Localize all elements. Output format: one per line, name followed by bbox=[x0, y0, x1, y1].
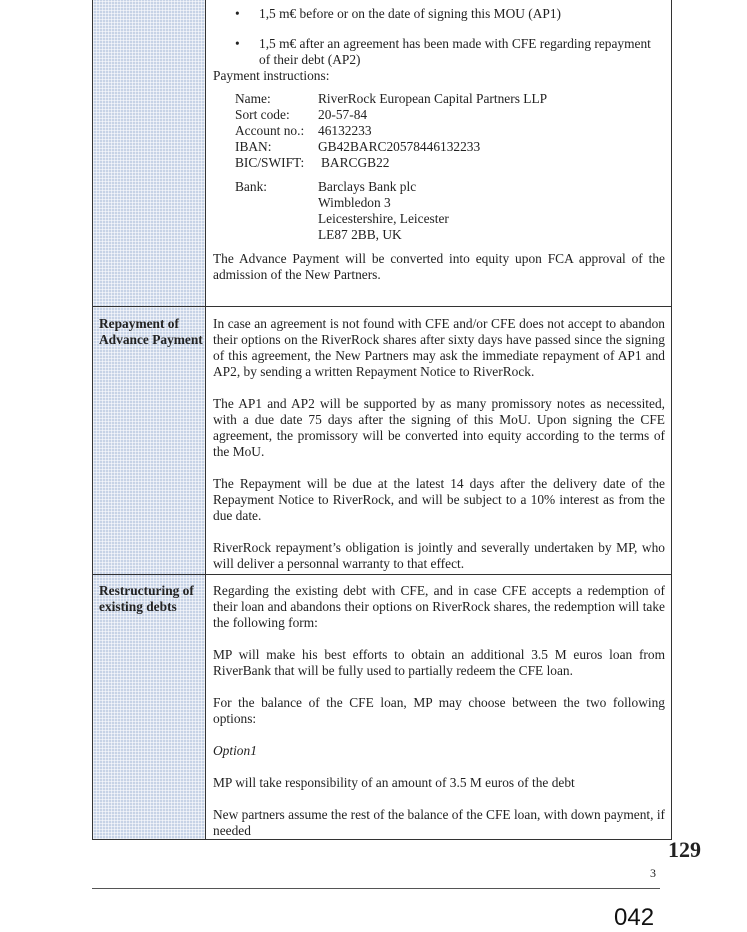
bank-line: Wimbledon 3 bbox=[318, 195, 391, 210]
restructuring-cell bbox=[213, 583, 665, 839]
payment-row: Sort code: 20-57-84 bbox=[235, 107, 368, 122]
payment-row: Account no.: 46132233 bbox=[235, 123, 372, 138]
row-label-restructuring: Restructuring of existing debts bbox=[99, 583, 194, 614]
page-number: 129 bbox=[668, 837, 701, 862]
paragraph: Regarding the existing debt with CFE, and in case CFE accepts a redemption of their loan and abandons their options on RiverRock shares, the redemption will take the following form: bbox=[213, 583, 665, 630]
footer-page-number: 3 bbox=[650, 866, 656, 880]
payment-details bbox=[235, 91, 665, 243]
payment-row: BIC/SWIFT: BARCGB22 bbox=[235, 155, 390, 170]
paragraph: RiverRock repayment’s obligation is jointly and severally undertaken by MP, who will deliver a personnal warranty to that effect. bbox=[213, 540, 665, 571]
paragraph: MP will make his best efforts to obtain an additional 3.5 M euros loan from RiverBank that will be fully used to partially redeem the CFE loan. bbox=[213, 647, 665, 678]
bank-line: LE87 2BB, UK bbox=[318, 227, 402, 242]
paragraph: The AP1 and AP2 will be supported by as many promissory notes as necessited, with a due date 75 days after the signing of this MoU. Upon signing the CFE agreement, the promissory will be converted into equity according to the terms of the MoU. bbox=[213, 396, 665, 459]
list-item: • 1,5 m€ after an agreement has been made with CFE regarding repayment of their debt (AP2) bbox=[235, 36, 651, 67]
repayment-cell bbox=[213, 316, 665, 572]
advance-payment-cell bbox=[213, 6, 665, 283]
paragraph: The Repayment will be due at the latest 14 days after the delivery date of the Repayment Notice to RiverRock, and will be subject to a 10% interest as from the due date. bbox=[213, 476, 665, 523]
row-divider bbox=[93, 574, 671, 575]
option-heading: Option1 bbox=[213, 743, 257, 758]
bank-row: Bank: Barclays Bank plc Wimbledon 3 Leicestershire, Leicester LE87 2BB, UK bbox=[235, 179, 449, 242]
paragraph: MP will take responsibility of an amount of 3.5 M euros of the debt bbox=[213, 775, 575, 790]
row-label-repayment: Repayment of Advance Payment bbox=[99, 316, 203, 347]
bank-line: Leicestershire, Leicester bbox=[318, 211, 449, 226]
label-column bbox=[93, 0, 206, 839]
paragraph: In case an agreement is not found with CFE and/or CFE does not accept to abandon their options on the RiverRock shares after sixty days have passed since the signing of this agreement, the New Partners may ask the immediate repayment of AP1 and AP2, by sending a written Repayment Notice to RiverRock. bbox=[213, 316, 665, 379]
footer-rule bbox=[92, 888, 660, 889]
payment-row: IBAN: GB42BARC20578446132233 bbox=[235, 139, 481, 154]
row-divider bbox=[93, 306, 671, 307]
list-item: • 1,5 m€ before or on the date of signing this MOU (AP1) bbox=[235, 6, 561, 21]
bank-line: Barclays Bank plc bbox=[318, 179, 417, 194]
conversion-note: The Advance Payment will be converted into equity upon FCA approval of the admission of the New Partners. bbox=[213, 251, 665, 282]
terms-table bbox=[92, 0, 672, 840]
payment-instructions-heading: Payment instructions: bbox=[213, 68, 330, 83]
payment-row: Name: RiverRock European Capital Partners LLP bbox=[235, 91, 548, 106]
bates-number: 042 bbox=[614, 904, 655, 931]
paragraph: For the balance of the CFE loan, MP may choose between the two following options: bbox=[213, 695, 665, 726]
paragraph: New partners assume the rest of the balance of the CFE loan, with down payment, if needed bbox=[213, 807, 665, 838]
